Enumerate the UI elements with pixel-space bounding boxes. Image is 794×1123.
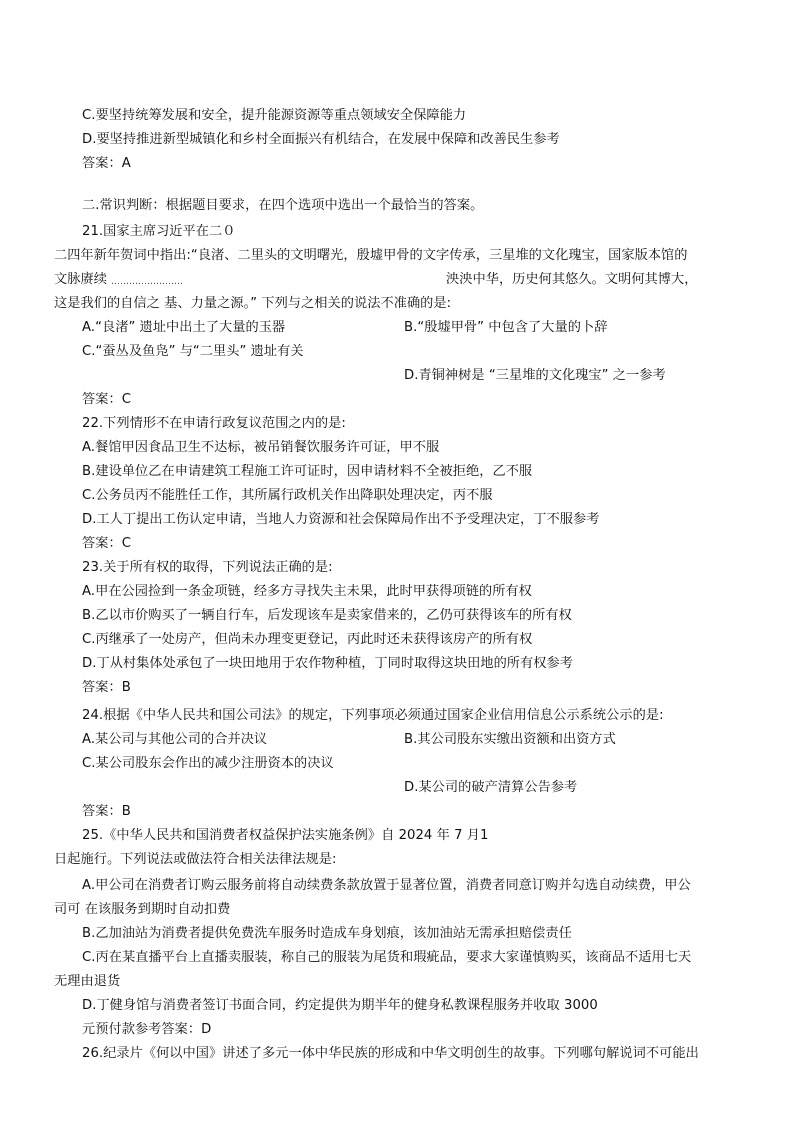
question-23-stem: 23.关于所有权的取得，下列说法正确的是: [82, 560, 333, 575]
question-21-text: 这是我们的自信之 基、力量之源。” 下列与之相关的说法不准确的是: [54, 296, 452, 311]
option-d-line: D.工人丁提出工伤认定申请，当地人力资源和社会保障局作出不予受理决定，丁不服参考 [82, 512, 600, 527]
option-d-line: D.丁健身馆与消费者签订书面合同，约定提供为期半年的健身私教课程服务并收取 3000 [82, 998, 598, 1013]
option-b-line: B.乙加油站为消费者提供免费洗车服务时造成车身划痕，该加油站无需承担赔偿责任 [82, 926, 572, 941]
question-22-stem: 22.下列情形不在申请行政复议范围之内的是: [82, 416, 346, 431]
option-c-line: C.公务员丙不能胜任工作，其所属行政机关作出降职处理决定，丙不服 [82, 488, 493, 503]
question-24-stem: 24.根据《中华人民共和国公司法》的规定，下列事项必须通过国家企业信用信息公示系统公示的是: [82, 708, 664, 723]
option-d-line: D.青铜神树是 “三星堆的文化瑰宝” 之一参考 [404, 368, 666, 383]
option-a-line: A.餐馆甲因食品卫生不达标，被吊销餐饮服务许可证，甲不服 [82, 440, 440, 455]
option-c-line: C.要坚持统筹发展和安全，提升能源资源等重点领域安全保障能力 [82, 108, 467, 123]
option-a-line: 司可 在该服务到期时自动扣费 [54, 902, 231, 917]
answer-line: 答案：B [82, 680, 131, 695]
answer-line: 答案：C [82, 392, 131, 407]
option-a-line: A.“良渚” 遗址中出土了大量的玉器 [82, 320, 286, 335]
section-heading: 二.常识判断：根据题目要求，在四个选项中选出一个最恰当的答案。 [82, 198, 484, 213]
answer-line: 元预付款参考答案：D [82, 1022, 212, 1037]
option-b-line: B.“殷墟甲骨” 中包含了大量的卜辞 [404, 320, 608, 335]
option-c-line: C.某公司股东会作出的减少注册资本的决议 [82, 756, 334, 771]
option-c-line: C.“蚕丛及鱼凫” 与“二里头” 遗址有关 [82, 344, 304, 359]
question-21-text: 文脉赓续 [54, 272, 107, 287]
option-c-line: 无理由退货 [54, 974, 121, 989]
question-21-text: 二四年新年贺词中指出:“良渚、二里头的文明曙光，殷墟甲骨的文字传承，三星堆的文化瑰宝，国家版本馆的 [54, 248, 688, 263]
option-b-line: B.乙以市价购买了一辆自行车，后发现该车是卖家借来的，乙仍可获得该车的所有权 [82, 608, 572, 623]
option-c-line: C.丙继承了一处房产，但尚未办理变更登记，丙此时还未获得该房产的所有权 [82, 632, 533, 647]
option-d-line: D.要坚持推进新型城镇化和乡村全面振兴有机结合，在发展中保障和改善民生参考 [82, 132, 560, 147]
answer-line: 答案：B [82, 804, 131, 819]
option-a-line: A.某公司与其他公司的合并决议 [82, 732, 268, 747]
dotted-leader: …………………… [111, 277, 183, 287]
question-26-stem: 26.纪录片《何以中国》讲述了多元一体中华民族的形成和中华文明创生的故事。下列哪句解说词不可能出 [82, 1046, 699, 1061]
option-d-line: D.丁从村集体处承包了一块田地用于农作物种植，丁同时取得这块田地的所有权参考 [82, 656, 573, 671]
option-a-line: A.甲在公园捡到一条金项链，经多方寻找失主未果，此时甲获得项链的所有权 [82, 584, 532, 599]
option-a-line: A.甲公司在消费者订购云服务前将自动续费条款放置于显著位置，消费者同意订购并勾选自动续费，甲公 [82, 878, 691, 893]
question-25-stem: 日起施行。下列说法或做法符合相关法律法规是: [54, 852, 337, 867]
option-c-line: C.丙在某直播平台上直播卖服装，称自己的服装为尾货和瑕疵品，要求大家谨慎购买，该商品不适用七天 [82, 950, 692, 965]
answer-line: 答案：A [82, 156, 131, 171]
option-d-line: D.某公司的破产清算公告参考 [404, 780, 578, 795]
question-21-text: 泱泱中华，历史何其悠久。文明何其博大， [446, 272, 698, 287]
answer-line: 答案：C [82, 536, 131, 551]
option-b-line: B.其公司股东实缴出资额和出资方式 [404, 732, 616, 747]
option-b-line: B.建设单位乙在申请建筑工程施工许可证时，因申请材料不全被拒绝，乙不服 [82, 464, 533, 479]
question-21-stem: 21.国家主席习近平在二０ [82, 224, 236, 239]
question-25-stem: 25.《中华人民共和国消费者权益保护法实施条例》自 2024 年 7 月1 [82, 828, 489, 843]
